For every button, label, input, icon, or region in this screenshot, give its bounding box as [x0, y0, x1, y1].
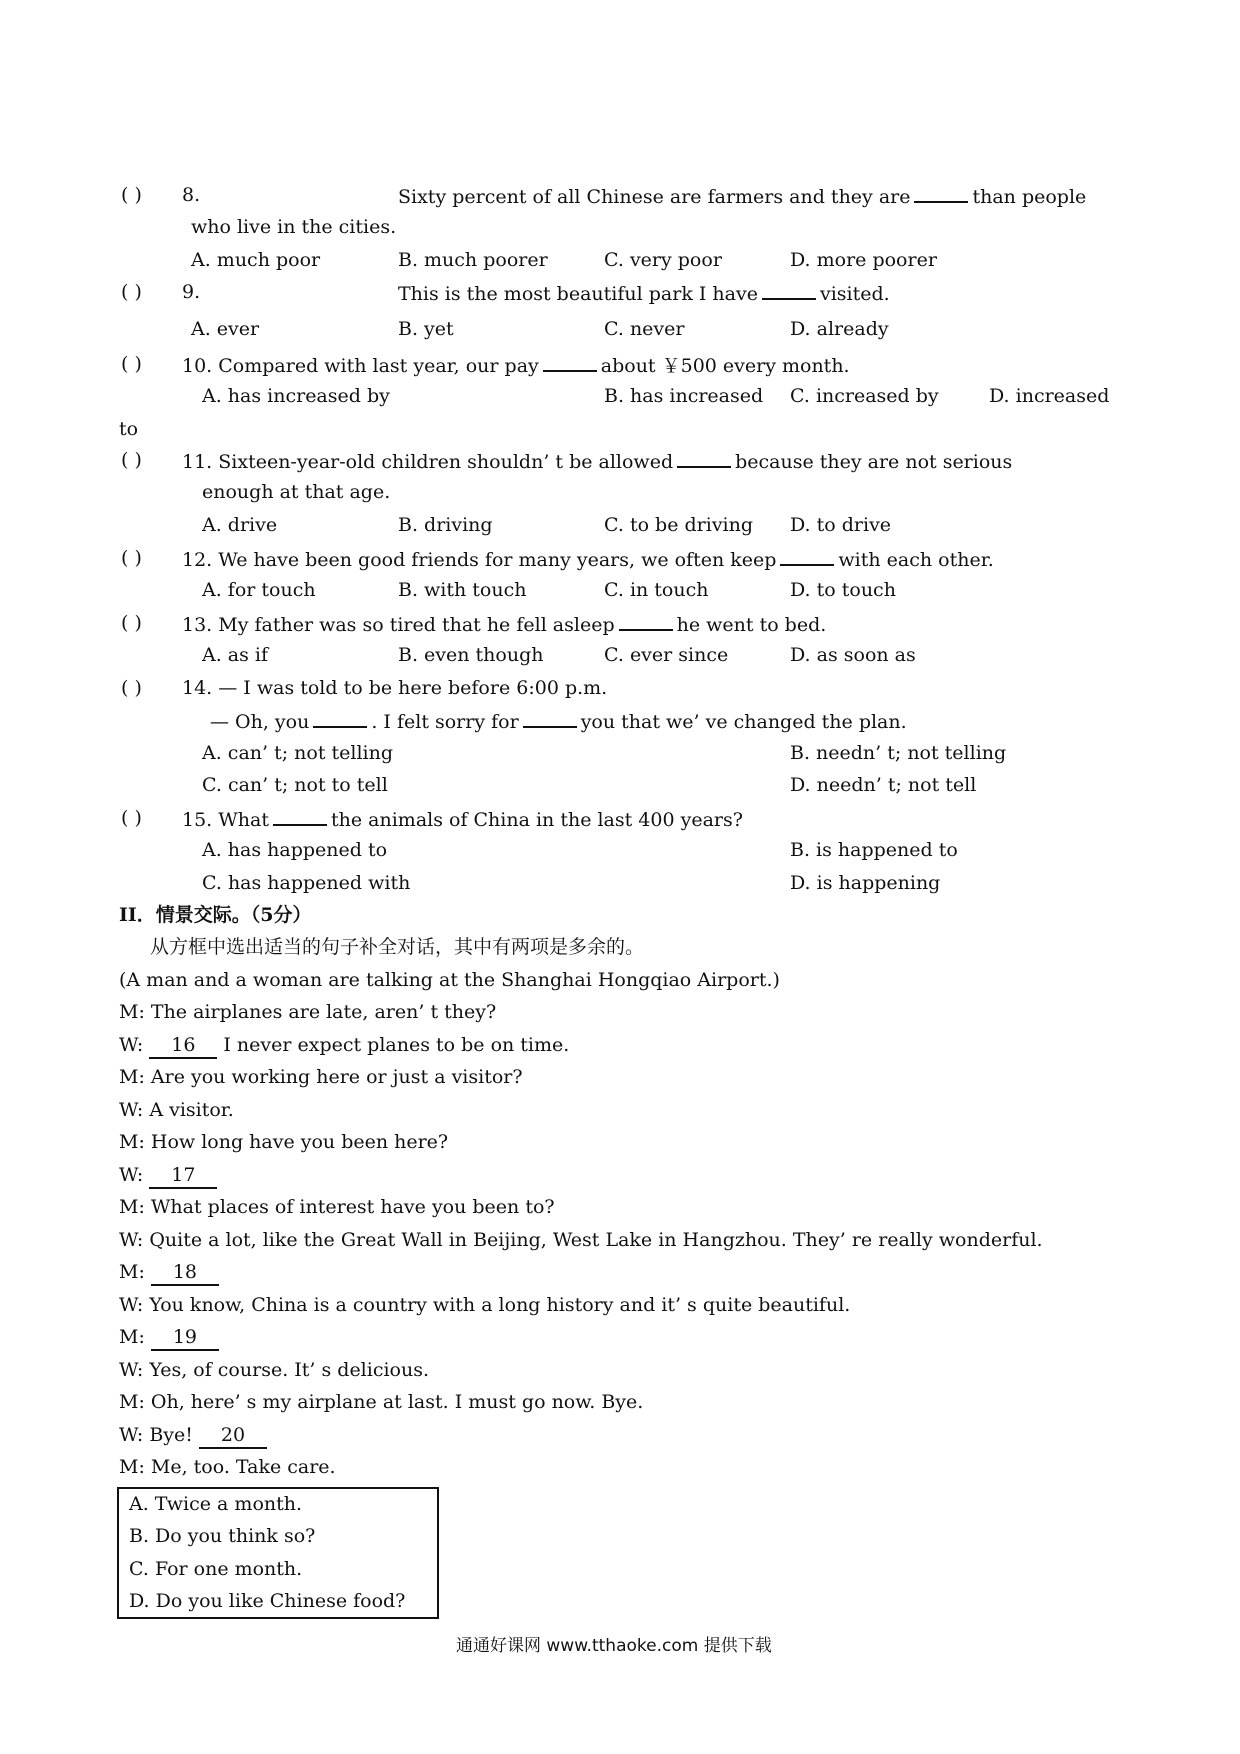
dialog-line-9: [119, 1260, 219, 1286]
q12-stem: [182, 546, 994, 572]
dialog-line-10: W: You know, China is a country with a long history and it’ s quite beautiful.: [119, 1294, 851, 1316]
q13-stem: [182, 611, 826, 637]
q8-paren: ( ): [121, 184, 142, 206]
q15-stem: [182, 806, 743, 832]
q13-number: 13.: [182, 614, 213, 636]
dialog-context: (A man and a woman are talking at the Shanghai Hongqiao Airport.): [119, 969, 780, 991]
speaker-m: M:: [119, 1326, 145, 1348]
q13-blank: [619, 611, 673, 631]
q14-stem: [182, 676, 607, 700]
q14-blank-2: [523, 708, 577, 728]
blank-19: 19: [151, 1325, 219, 1351]
options-box: [117, 1487, 439, 1619]
q11-option-d: D. to drive: [790, 514, 892, 536]
q10-option-b: B. has increased: [604, 385, 764, 407]
option-b: B. Do you think so?: [129, 1525, 316, 1547]
q14-line2-part2: . I felt sorry for: [371, 711, 519, 733]
speaker-w: W: Bye!: [119, 1424, 193, 1446]
blank-18: 18: [151, 1260, 219, 1286]
dialog-line-3: M: Are you working here or just a visitor?: [119, 1066, 523, 1088]
q15-option-d: D. is happening: [790, 872, 941, 894]
dialog-line-4: W: A visitor.: [119, 1099, 234, 1121]
q12-option-d: D. to touch: [790, 579, 896, 601]
q13-option-b: B. even though: [398, 644, 544, 666]
q10-option-a: A. has increased by: [202, 385, 390, 407]
dialog-line-8: W: Quite a lot, like the Great Wall in Beijing, West Lake in Hangzhou. They’ re really wonderful.: [119, 1229, 1043, 1251]
dialog-line-5: M: How long have you been here?: [119, 1131, 449, 1153]
q9-option-c: C. never: [604, 318, 685, 340]
q14-option-c: C. can’ t; not to tell: [202, 774, 388, 796]
q8-option-c: C. very poor: [604, 249, 722, 271]
q12-stem-part1: We have been good friends for many years, we often keep: [218, 549, 777, 571]
q11-option-b: B. driving: [398, 514, 493, 536]
option-d: D. Do you like Chinese food?: [129, 1590, 406, 1612]
q8-option-a: A. much poor: [191, 249, 321, 271]
q12-number: 12.: [182, 549, 213, 571]
q13-stem-part1: My father was so tired that he fell asleep: [218, 614, 615, 636]
dialog-line-2-text: I never expect planes to be on time.: [223, 1034, 570, 1056]
q10-wrap: to: [119, 418, 139, 440]
dialog-line-1: M: The airplanes are late, aren’ t they?: [119, 1001, 497, 1023]
q14-line2: [210, 708, 907, 734]
q11-blank: [677, 448, 731, 468]
q8-stem-cont: who live in the cities.: [191, 216, 397, 238]
q12-stem-part2: with each other.: [838, 549, 994, 571]
dialog-line-7: M: What places of interest have you been to?: [119, 1196, 555, 1218]
q11-option-c: C. to be driving: [604, 514, 754, 536]
q12-blank: [780, 546, 834, 566]
q8-option-d: D. more poorer: [790, 249, 937, 271]
q13-option-c: C. ever since: [604, 644, 729, 666]
q10-stem-part1: Compared with last year, our pay: [218, 355, 539, 377]
speaker-m: M:: [119, 1261, 145, 1283]
q14-line2-part1: — Oh, you: [210, 711, 310, 733]
q15-blank: [273, 806, 327, 826]
q15-option-b: B. is happened to: [790, 839, 958, 861]
dialog-line-14: [119, 1423, 267, 1449]
q10-paren: ( ): [121, 353, 142, 375]
q14-paren: ( ): [121, 677, 142, 699]
q14-option-a: A. can’ t; not telling: [202, 742, 394, 764]
section2-instruction: 从方框中选出适当的句子补全对话，其中有两项是多余的。: [150, 936, 645, 958]
q9-number: 9.: [182, 281, 201, 303]
q9-paren: ( ): [121, 281, 142, 303]
q13-paren: ( ): [121, 612, 142, 634]
q12-paren: ( ): [121, 547, 142, 569]
q14-option-d: D. needn’ t; not tell: [790, 774, 977, 796]
q15-number: 15.: [182, 809, 213, 831]
speaker-w: W:: [119, 1034, 144, 1056]
q15-stem-part1: What: [218, 809, 269, 831]
dialog-line-6: [119, 1163, 217, 1189]
q13-stem-part2: he went to bed.: [676, 614, 827, 636]
q11-option-a: A. drive: [202, 514, 278, 536]
q8-stem-part2: than people: [972, 186, 1087, 208]
q14-number: 14.: [182, 677, 213, 699]
q14-blank-1: [313, 708, 367, 728]
dialog-line-15: M: Me, too. Take care.: [119, 1456, 336, 1478]
q15-option-c: C. has happened with: [202, 872, 411, 894]
q11-number: 11.: [182, 451, 213, 473]
q9-option-d: D. already: [790, 318, 889, 340]
speaker-w: W:: [119, 1164, 144, 1186]
q14-option-b: B. needn’ t; not telling: [790, 742, 1007, 764]
q10-stem-part2: about ￥500 every month.: [600, 355, 850, 377]
q8-stem: [398, 183, 1086, 209]
blank-16: 16: [149, 1033, 217, 1059]
q8-number: 8.: [182, 184, 201, 206]
dialog-line-12: W: Yes, of course. It’ s delicious.: [119, 1359, 430, 1381]
q9-option-a: A. ever: [191, 318, 260, 340]
q9-stem-part1: This is the most beautiful park I have: [398, 283, 758, 305]
q9-option-b: B. yet: [398, 318, 454, 340]
q12-option-c: C. in touch: [604, 579, 709, 601]
q10-option-d: D. increased: [989, 385, 1110, 407]
blank-17: 17: [149, 1163, 217, 1189]
q14-line2-part3: you that we’ ve changed the plan.: [580, 711, 907, 733]
q13-option-d: D. as soon as: [790, 644, 916, 666]
dialog-line-2: [119, 1033, 569, 1059]
q15-paren: ( ): [121, 807, 142, 829]
section2-heading: II．情景交际。（5分）: [119, 904, 312, 926]
q10-blank: [543, 352, 597, 372]
dialog-line-13: M: Oh, here’ s my airplane at last. I must go now. Bye.: [119, 1391, 644, 1413]
q9-stem-part2: visited.: [819, 283, 890, 305]
option-a: A. Twice a month.: [129, 1493, 303, 1515]
q11-stem-part1: Sixteen-year-old children shouldn’ t be allowed: [218, 451, 674, 473]
q10-stem: [182, 352, 850, 378]
q11-stem-part2: because they are not serious: [735, 451, 1013, 473]
dialog-line-11: [119, 1325, 219, 1351]
q13-option-a: A. as if: [202, 644, 269, 666]
q8-blank: [914, 183, 968, 203]
q15-stem-part2: the animals of China in the last 400 years?: [331, 809, 743, 831]
q11-stem-cont: enough at that age.: [202, 481, 391, 503]
q8-stem-part1: Sixty percent of all Chinese are farmers and they are: [398, 186, 911, 208]
q10-option-c: C. increased by: [790, 385, 939, 407]
q12-option-b: B. with touch: [398, 579, 527, 601]
q10-number: 10.: [182, 355, 213, 377]
q9-stem: [398, 280, 890, 306]
q14-line1: — I was told to be here before 6:00 p.m.: [218, 677, 608, 699]
blank-20: 20: [199, 1423, 267, 1449]
q11-paren: ( ): [121, 449, 142, 471]
q9-blank: [762, 280, 816, 300]
q12-option-a: A. for touch: [202, 579, 316, 601]
q15-option-a: A. has happened to: [202, 839, 388, 861]
q8-option-b: B. much poorer: [398, 249, 548, 271]
page-footer: 通通好课网 www.tthaoke.com 提供下载: [456, 1636, 772, 1656]
q11-stem: [182, 448, 1012, 474]
option-c: C. For one month.: [129, 1558, 303, 1580]
